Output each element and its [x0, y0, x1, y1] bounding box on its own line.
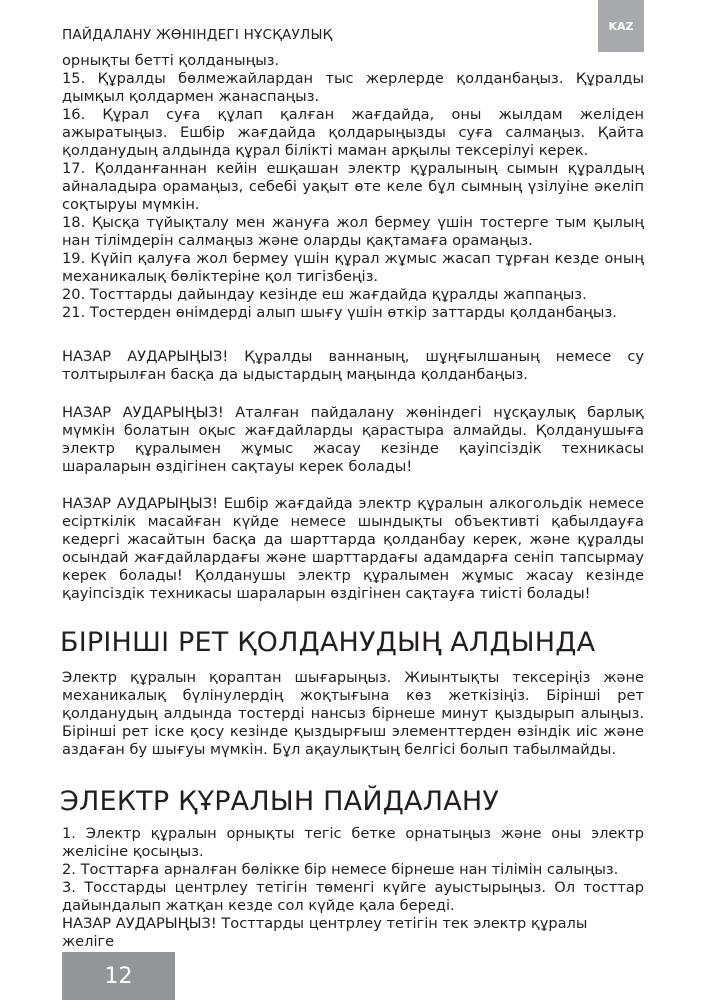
safety-rule-18: 18. Қысқа түйықталу мен жануға жол бермеу үшін тостерге тым қылың нан тілімдерін салмаңыз және оларды қақтамаға орамаңыз.	[62, 214, 644, 249]
safety-rule-19: 19. Күйіп қалуға жол бермеу үшін құрал жұмыс жасап тұрған кезде оның механикалық бөліктеріне қол тигізбеңіз.	[62, 250, 644, 285]
safety-rules-block	[62, 52, 644, 322]
usage-step-3: 3. Тосстарды центрлеу тетігін төменгі күйге ауыстырыңыз. Ол тосттар дайындалып жатқан кезде сол күйде қала береді.	[62, 879, 644, 914]
usage-warning: НАЗАР АУДАРЫҢЫЗ! Тосттарды центрлеу тетігін тек электр құралы желіге	[62, 915, 588, 950]
usage-step-2: 2. Тосттарға арналған бөлікке бір немесе бірнеше нан тілімін салыңыз.	[62, 861, 619, 878]
usage-step-1: 1. Электр құралын орнықты тегіс бетке орнатыңыз және оны электр желісіне қосыңыз.	[62, 825, 644, 860]
warning-text: НАЗАР АУДАРЫҢЫЗ! Аталған пайдалану жөніндегі нұсқаулық барлық мүмкін болатын оқыс жағдайларды қарастыра алмайды. Қолданушыға электр құралымен жұмыс жасау кезінде қауіпсіздік техникасы шараларын өздігінен сақтауы керек болады!	[62, 404, 644, 475]
safety-rule-21: 21. Тостерден өнімдерді алып шығу үшін өткір заттарды қолданбаңыз.	[62, 304, 617, 321]
safety-rule-20: 20. Тосттарды дайындау кезінде еш жағдайда құралды жаппаңыз.	[62, 286, 587, 303]
page-number: 12	[62, 952, 175, 1000]
language-badge: KAZ	[598, 0, 644, 52]
first-use-text: Электр құралын қорaптан шығарыңыз. Жиынтықты тексеріңіз және механикалық бүлінулердің жоқтығына көз жеткізіңіз. Бірінші рет қолданудың алдында тостерді нансыз бірнеше минут қыздырып алыңыз. Бірінші рет іске қосу кезінде қыздырғыш элементтерден өзіндік иіс және аздаған бу шығуы мүмкін. Бұл ақаулықтың белгісі болып табылмайды.	[62, 669, 644, 758]
safety-rule-16: 16. Құрал суға құлап қалған жағдайда, оны жылдам желіден ажыратыңыз. Ешбір жағдайда қолдарыңызды суға салмаңыз. Қайта қолданудың алдында құрал білікті маман арқылы тексерілуі керек.	[62, 106, 644, 159]
first-use-block	[62, 669, 644, 759]
warning-paragraph	[62, 348, 644, 384]
continuation-line: орнықты бетті қолданыңыз.	[62, 52, 280, 69]
safety-rule-15: 15. Құралды бөлмежайлардан тыс жерлерде қолданбаңыз. Құралды дымқыл қолдармен жанаспаңыз.	[62, 70, 644, 105]
warning-text: НАЗАР АУДАРЫҢЫЗ! Ешбір жағдайда электр құралын алкогольдік немесе есірткілік масайған күйде немесе шындықты объективті қабылдауға кедергі жасайтын басқа да шарттарда қолданбау керек, және құралды осындай жағдайлардағы және шарттардағы адамдарға сеніп тапсырмау керек болады! Қолданушы электр құралымен жұмыс жасау кезінде қауіпсіздік техникасы шараларын өздігінен сақтауға тиісті болады!	[62, 495, 644, 602]
warning-paragraph	[62, 495, 644, 603]
warning-text: НАЗАР АУДАРЫҢЫЗ! Құралды ваннаның, шұңғылшаның немесе су толтырылған басқа да ыдыстардың маңында қолданбаңыз.	[62, 348, 644, 383]
manual-title: ПАЙДАЛАНУ ЖӨНІНДЕГІ НҰСҚАУЛЫҚ	[62, 27, 333, 43]
section-heading-usage: ЭЛЕКТР ҚҰРАЛЫН ПАЙДАЛАНУ	[60, 786, 500, 817]
usage-block	[62, 825, 644, 951]
safety-rule-17: 17. Қолданғаннан кейін ешқашан электр құралының сымын құралдың айналадыра орамаңыз, себебі уақыт өте келе бұл сымның үзілуіне әкеліп соқтыруы мүмкін.	[62, 160, 644, 213]
section-heading-first-use: БІРІНШІ РЕТ ҚОЛДАНУДЫҢ АЛДЫНДА	[60, 627, 596, 658]
warning-paragraph	[62, 404, 644, 476]
